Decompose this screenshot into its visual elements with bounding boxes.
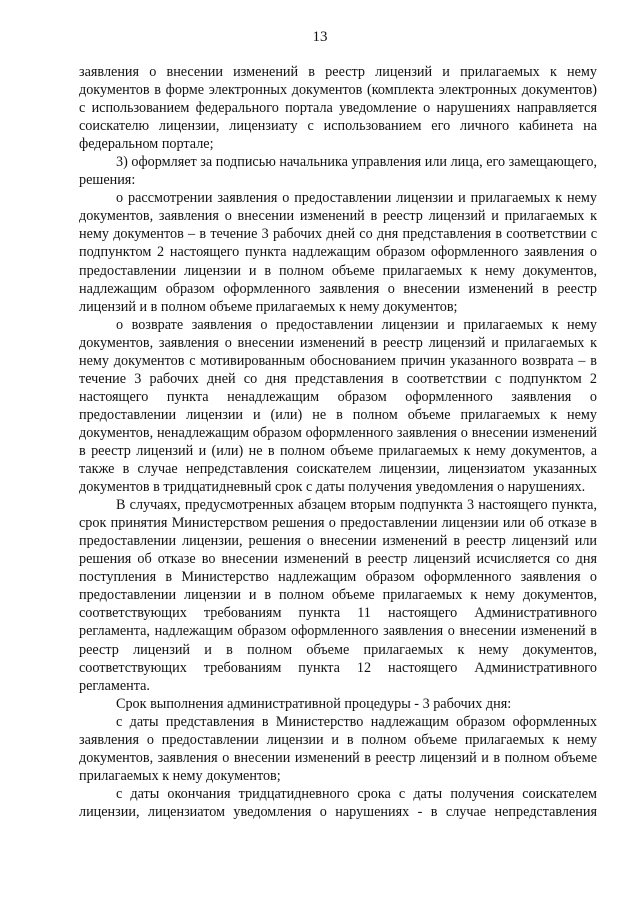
paragraph-decision-return: о возврате заявления о предоставлении лицензии и прилагаемых к нему документов, заявления о внесении изменений в реестр лицензий и прилагаемых к нему документов с мотивированным обоснованием причин указанного возврата – в течение 3 рабочих дней со дня представления в соответствии с подпунктом 2 настоящего пункта ненадлежащим образом оформленного заявления о предоставлении лицензии и (или) не в полном объеме прилагаемых к нему документов, ненадлежащим образом оформленного заявления о внесении изменений в реестр лицензий и (или) не в полном объеме прилагаемых к нему документов, а также в случае непредставления соискателем лицензии, лицензиатом указанных документов в тридцатидневный срок с даты получения уведомления о нарушениях. — [79, 316, 597, 496]
paragraph-procedure-term: Срок выполнения административной процедуры - 3 рабочих дня: — [116, 695, 512, 712]
paragraph-cases-deadline: В случаях, предусмотренных абзацем вторым подпункта 3 настоящего пункта, срок принятия Министерством решения о предоставлении лицензии или об отказе в предоставлении лицензии, решения о внесении изменений в реестр лицензий или решения об отказе во внесении изменений в реестр лицензий исчисляется со дня поступления в Министерство надлежащим образом оформленного заявления о предоставлении лицензии и в полном объеме прилагаемых к нему документов, соответствующих требованиям пункта 11 настоящего Административного регламента, надлежащим образом оформленного заявления о внесении изменений в реестр лицензий и в полном объеме прилагаемых к нему документов, соответствующих требованиям пункта 12 настоящего Административного регламента. — [79, 497, 597, 694]
paragraph-item-3: 3) оформляет за подписью начальника управления или лица, его замещающего, решения: — [79, 154, 597, 189]
paragraph-decision-consideration: о рассмотрении заявления о предоставлении лицензии и прилагаемых к нему документов, заявления о внесении изменений в реестр лицензий и прилагаемых к нему документов – в течение 3 рабочих дней со дня представления в соответствии с подпунктом 2 настоящего пункта надлежащим образом оформленного заявления о предоставлении лицензии и в полном объеме прилагаемых к нему документов, надлежащим образом оформленного заявления о внесении изменений в реестр лицензий и в полном объеме прилагаемых к нему документов; — [79, 190, 597, 315]
document-body — [79, 63, 597, 821]
paragraph-term-from-deadline-end: с даты окончания тридцатидневного срока с даты получения соискателем лицензии, лицензиатом уведомления о нарушениях - в случае непредставления — [79, 785, 597, 820]
page-number: 13 — [312, 29, 328, 45]
paragraph-term-from-submission: с даты представления в Министерство надлежащим образом оформленных заявления о предоставлении лицензии и в полном объеме прилагаемых к нему документов, заявления о внесении изменений в реестр лицензий и в полном объеме прилагаемых к нему документов; — [79, 713, 597, 784]
paragraph-continuation: заявления о внесении изменений в реестр лицензий и прилагаемых к нему документов в форме электронных документов (комплекта электронных документов) с использованием федерального портала уведомление о нарушениях направляется соискателю лицензии, лицензиату с использованием его личного кабинета на федеральном портале; — [79, 64, 597, 153]
